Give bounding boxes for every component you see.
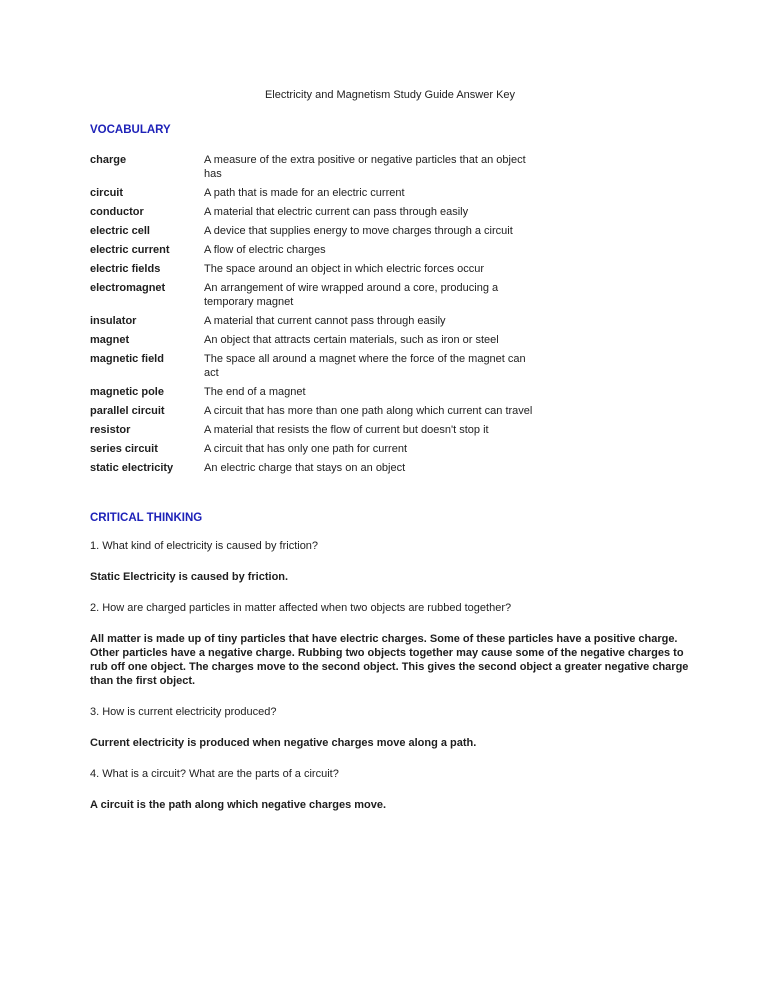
vocab-row [90, 461, 690, 475]
vocab-term: series circuit [90, 443, 158, 455]
vocab-definition: A material that current cannot pass through easily [204, 315, 446, 327]
vocab-definition: An object that attracts certain materials, such as iron or steel [204, 334, 499, 346]
vocab-definition: A device that supplies energy to move charges through a circuit [204, 225, 513, 237]
document-content [90, 0, 690, 812]
question-text: 2. How are charged particles in matter affected when two objects are rubbed together? [90, 602, 512, 614]
vocab-row [90, 352, 690, 380]
vocab-row [90, 404, 690, 418]
page-title: Electricity and Magnetism Study Guide Answer Key [264, 89, 516, 101]
vocab-definition: A flow of electric charges [204, 244, 326, 256]
vocab-definition: A material that resists the flow of current but doesn't stop it [204, 424, 489, 436]
vocab-row [90, 224, 690, 238]
vocab-term: parallel circuit [90, 405, 165, 417]
vocab-term: magnetic pole [90, 386, 164, 398]
vocab-row [90, 262, 690, 276]
vocab-definition: An arrangement of wire wrapped around a core, producing a temporary magnet [204, 282, 499, 308]
vocab-definition: A measure of the extra positive or negative particles that an object has [204, 154, 526, 180]
question-text: 1. What kind of electricity is caused by friction? [90, 540, 319, 552]
vocab-term: resistor [90, 424, 131, 436]
vocab-definition: A circuit that has more than one path along which current can travel [204, 405, 533, 417]
vocab-term: charge [90, 154, 127, 166]
vocab-term: electric cell [90, 225, 150, 237]
vocab-definition: The end of a magnet [204, 386, 306, 398]
vocab-term: electric fields [90, 263, 161, 275]
vocab-row [90, 205, 690, 219]
answer-text: Current electricity is produced when negative charges move along a path. [90, 737, 477, 749]
vocab-term: electromagnet [90, 282, 166, 294]
vocab-row [90, 314, 690, 328]
vocab-row [90, 153, 690, 181]
vocab-term: conductor [90, 206, 144, 218]
vocab-row [90, 423, 690, 437]
vocab-row [90, 333, 690, 347]
vocab-term: magnet [90, 334, 130, 346]
vocab-row [90, 243, 690, 257]
vocab-term: electric current [90, 244, 170, 256]
vocab-definition: The space all around a magnet where the force of the magnet can act [204, 353, 526, 379]
vocabulary-list [90, 153, 690, 475]
vocab-term: magnetic field [90, 353, 164, 365]
vocab-definition: The space around an object in which electric forces occur [204, 263, 485, 275]
vocab-term: static electricity [90, 462, 174, 474]
answer-text: A circuit is the path along which negative charges move. [90, 799, 387, 811]
vocab-row [90, 281, 690, 309]
vocab-term: circuit [90, 187, 124, 199]
vocab-row [90, 442, 690, 456]
qa-list [90, 539, 690, 812]
vocab-definition: An electric charge that stays on an object [204, 462, 406, 474]
vocab-row [90, 186, 690, 200]
vocab-definition: A path that is made for an electric current [204, 187, 405, 199]
critical-thinking-heading: CRITICAL THINKING [90, 512, 203, 524]
vocab-definition: A material that electric current can pass through easily [204, 206, 469, 218]
vocabulary-heading: VOCABULARY [90, 124, 171, 136]
question-text: 3. How is current electricity produced? [90, 706, 277, 718]
vocab-term: insulator [90, 315, 137, 327]
vocab-definition: A circuit that has only one path for current [204, 443, 408, 455]
answer-text: Static Electricity is caused by friction. [90, 571, 289, 583]
question-text: 4. What is a circuit? What are the parts of a circuit? [90, 768, 339, 780]
answer-text: All matter is made up of tiny particles that have electric charges. Some of these particles have a positive charge. Other particles have a negative charge. Rubbing two objects together may cause some of the negative charges to rub off one object. The charges move to the second object. This gives the second object a greater negative charge than the first object. [90, 633, 689, 687]
vocab-row [90, 385, 690, 399]
